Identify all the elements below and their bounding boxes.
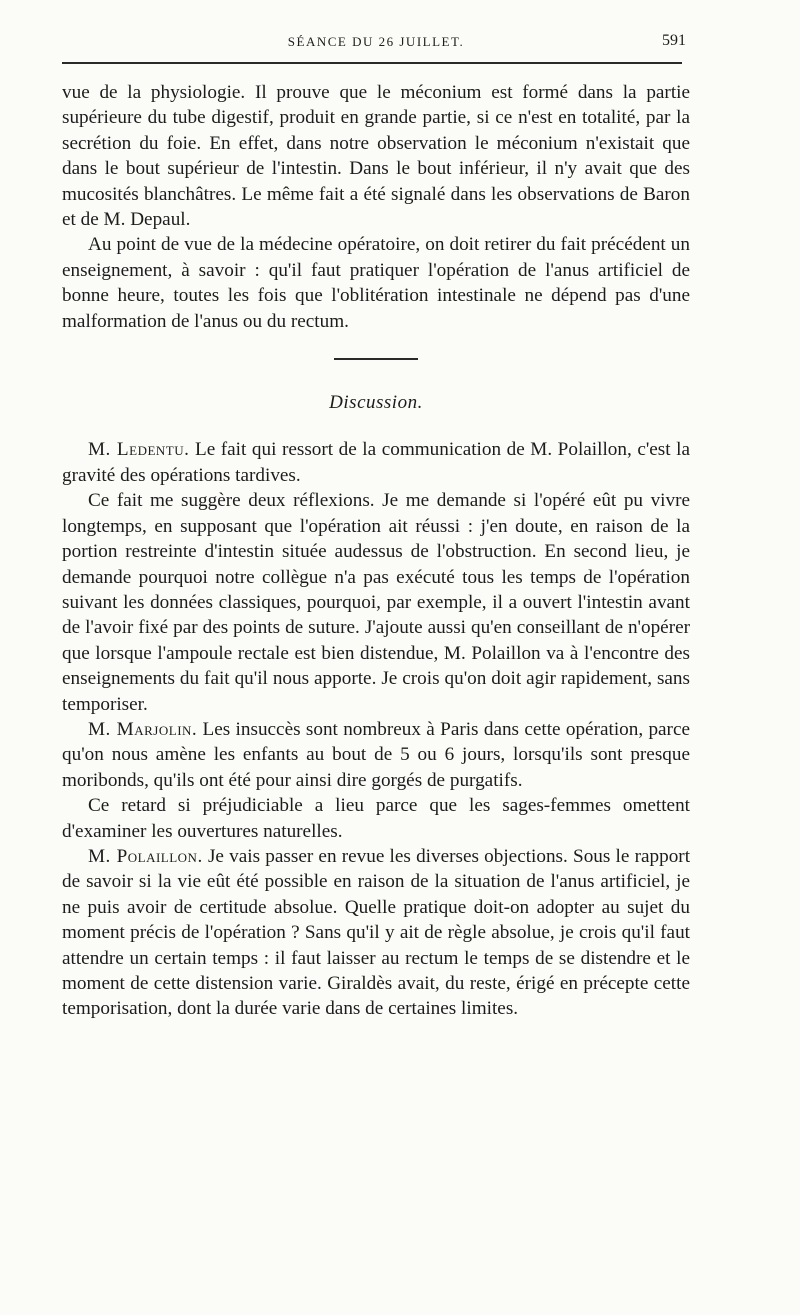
running-head bbox=[62, 34, 690, 56]
polaillon-text-1: Je vais passer en revue les diverses objections. Sous le rapport de savoir si la vie eût été possible en raison de la situation de l'anus artificiel, je ne puis avoir de certitude absolue. Quelle pratique doit-on adopter au sujet du moment précis de l'opération ? Sans qu'il y ait de règle absolue, je crois qu'il faut attendre un certain temps : il faut laisser au rectum le temps de se distendre et le moment de cette distension varie. Giraldès avait, du reste, érigé en précepte cette temporisation, dont la durée varie dans de certaines limites. bbox=[62, 845, 691, 1020]
page-body bbox=[62, 80, 690, 1022]
ledentu-paragraph-2: Ce fait me suggère deux réflexions. Je me demande si l'opéré eût pu vivre longtemps, en supposant que l'opération ait réussi : j'en doute, en raison de la portion restreinte d'intestin située audessus de l'obstruction. En second lieu, je demande pourquoi notre collègue n'a pas exécuté tous les temps de l'opération suivant les données classiques, pourquoi, par exemple, il a ouvert l'intestin avant de l'avoir fixé par des points de suture. J'ajoute aussi qu'en conseillant de n'opérer que lorsque l'ampoule rectale est bien distendue, M. Polaillon va à l'encontre des enseignements du fait qu'il nous apporte. Je crois qu'on doit agir rapidement, sans temporiser. bbox=[62, 490, 690, 715]
speaker-ledentu: M. Ledentu. bbox=[88, 439, 190, 461]
running-title: SÉANCE DU 26 JUILLET. bbox=[287, 34, 465, 49]
speaker-polaillon: M. Polaillon. bbox=[88, 845, 203, 867]
marjolin-paragraph-2: Ce retard si préjudiciable a lieu parce que les sages-femmes omettent d'examiner les ouvertures naturelles. bbox=[62, 795, 690, 842]
polaillon-paragraph-1 bbox=[62, 844, 690, 1022]
ledentu-paragraph-1 bbox=[62, 437, 690, 488]
speaker-marjolin: M. Marjolin. bbox=[88, 718, 198, 740]
marjolin-paragraph-1 bbox=[62, 717, 690, 793]
intro-paragraph-2: Au point de vue de la médecine opératoire, on doit retirer du fait précédent un enseignement, à savoir : qu'il faut pratiquer l'opération de l'anus artificiel de bonne heure, toutes les fois que l'oblitération intestinale ne dépend pas d'une malformation de l'anus ou du rectum. bbox=[62, 234, 690, 332]
marjolin-text-1: Les insuccès sont nombreux à Paris dans cette opération, parce qu'on nous amène les enfants au bout de 5 ou 6 jours, lorsqu'ils sont presque moribonds, qu'ils ont été pour ainsi dire gorgés de purgatifs. bbox=[62, 718, 690, 791]
intro-paragraph-1: vue de la physiologie. Il prouve que le méconium est formé dans la partie supérieure du tube digestif, produit en grande partie, si ce n'est en totalité, par la secrétion du foie. En effet, dans notre observation le méconium n'existait que dans le bout supérieur de l'intestin. Dans le bout inférieur, il n'y avait que des mucosités blanchâtres. Le même fait a été signalé dans les observations de Baron et de M. Depaul. bbox=[62, 82, 690, 231]
header-rule bbox=[62, 62, 682, 64]
ledentu-text-1: Le fait qui ressort de la communication de M. Polaillon, c'est la gravité des opérations tardives. bbox=[62, 439, 690, 486]
page-number: 591 bbox=[662, 32, 686, 49]
discussion-heading: Discussion. bbox=[329, 392, 423, 414]
section-separator bbox=[334, 358, 418, 360]
